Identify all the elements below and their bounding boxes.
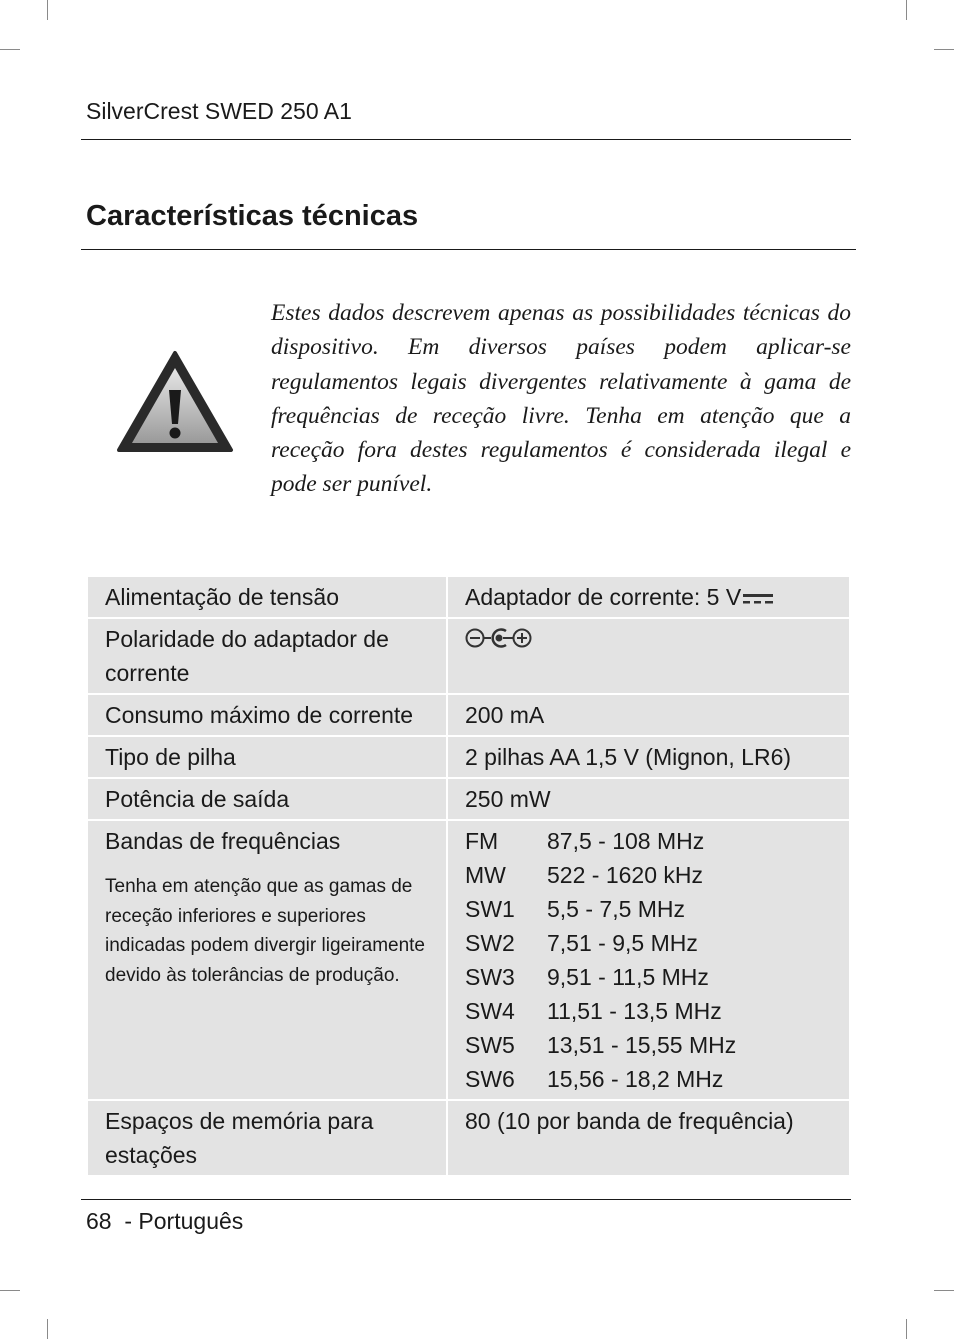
crop-mark xyxy=(47,1319,48,1339)
band-row xyxy=(465,1062,833,1096)
running-header: SilverCrest SWED 250 A1 xyxy=(86,98,352,124)
spec-value xyxy=(447,576,850,618)
band-name: SW4 xyxy=(465,998,515,1024)
band-range: 522 - 1620 kHz xyxy=(547,862,703,888)
band-row xyxy=(465,858,833,892)
spec-label: Potência de saída xyxy=(87,778,447,820)
crop-mark xyxy=(0,49,20,50)
crop-mark xyxy=(934,1290,954,1291)
header-rule xyxy=(81,139,851,140)
crop-mark xyxy=(47,0,48,20)
band-row xyxy=(465,994,833,1028)
table-row xyxy=(87,736,850,778)
band-row xyxy=(465,824,833,858)
specifications-table xyxy=(86,575,851,1177)
page-number: 68 xyxy=(86,1208,112,1234)
band-range: 87,5 - 108 MHz xyxy=(547,828,705,854)
crop-mark xyxy=(906,0,907,20)
section-title: Características técnicas xyxy=(86,200,419,232)
band-row xyxy=(465,960,833,994)
band-row xyxy=(465,926,833,960)
band-name: SW6 xyxy=(465,1066,515,1092)
band-name: SW5 xyxy=(465,1032,515,1058)
spec-label: Tipo de pilha xyxy=(87,736,447,778)
spec-value: 250 mW xyxy=(447,778,850,820)
band-name: FM xyxy=(465,828,499,854)
band-range: 7,51 - 9,5 MHz xyxy=(547,930,698,956)
spec-value: 80 (10 por banda de frequência) xyxy=(447,1100,850,1176)
warning-triangle-icon xyxy=(116,350,234,454)
spec-label: Bandas de frequências xyxy=(105,828,341,854)
table-row xyxy=(87,694,850,736)
band-range: 9,51 - 11,5 MHz xyxy=(547,964,709,990)
section-rule xyxy=(81,249,856,250)
spec-label-cell xyxy=(87,820,447,1100)
table-row xyxy=(87,618,850,694)
band-name: SW2 xyxy=(465,930,515,956)
band-range: 11,51 - 13,5 MHz xyxy=(547,998,722,1024)
crop-mark xyxy=(0,1290,20,1291)
band-row xyxy=(465,1028,833,1062)
spec-note: Tenha em atenção que as gamas de receção inferiores e superiores indicadas podem divergir ligeiramente devido às tolerâncias de produção. xyxy=(105,876,426,987)
warning-text: Estes dados descrevem apenas as possibilidades técnicas do dispositivo. Em diversos países podem aplicar-se regulamentos legais divergentes relativamente à gama de frequências de receção livre. Tenha em atenção que a receção fora destes regulamentos é considerada ilegal e pode ser punível. xyxy=(271,300,851,498)
crop-mark xyxy=(934,49,954,50)
table-row xyxy=(87,576,850,618)
power-value: Adaptador de corrente: 5 V xyxy=(465,584,742,610)
spec-value: 200 mA xyxy=(447,694,850,736)
polarity-icon xyxy=(465,627,533,649)
band-row xyxy=(465,892,833,926)
table-row xyxy=(87,1100,850,1176)
band-name: SW1 xyxy=(465,896,515,922)
band-range: 5,5 - 7,5 MHz xyxy=(547,896,686,922)
page-footer xyxy=(86,1208,243,1235)
spec-value xyxy=(447,820,850,1100)
table-row xyxy=(87,778,850,820)
spec-value: 2 pilhas AA 1,5 V (Mignon, LR6) xyxy=(447,736,850,778)
band-name: MW xyxy=(465,862,506,888)
band-range: 15,56 - 18,2 MHz xyxy=(547,1066,724,1092)
table-row xyxy=(87,820,850,1100)
spec-label: Alimentação de tensão xyxy=(87,576,447,618)
spec-value xyxy=(447,618,850,694)
footer-rule xyxy=(81,1199,851,1200)
crop-mark xyxy=(906,1319,907,1339)
spec-label: Espaços de memória para estações xyxy=(87,1100,447,1176)
dc-current-icon xyxy=(743,591,773,607)
footer-language: - Português xyxy=(124,1208,244,1234)
band-name: SW3 xyxy=(465,964,515,990)
spec-label: Consumo máximo de corrente xyxy=(87,694,447,736)
band-range: 13,51 - 15,55 MHz xyxy=(547,1032,737,1058)
spec-label: Polaridade do adaptador de corrente xyxy=(87,618,447,694)
